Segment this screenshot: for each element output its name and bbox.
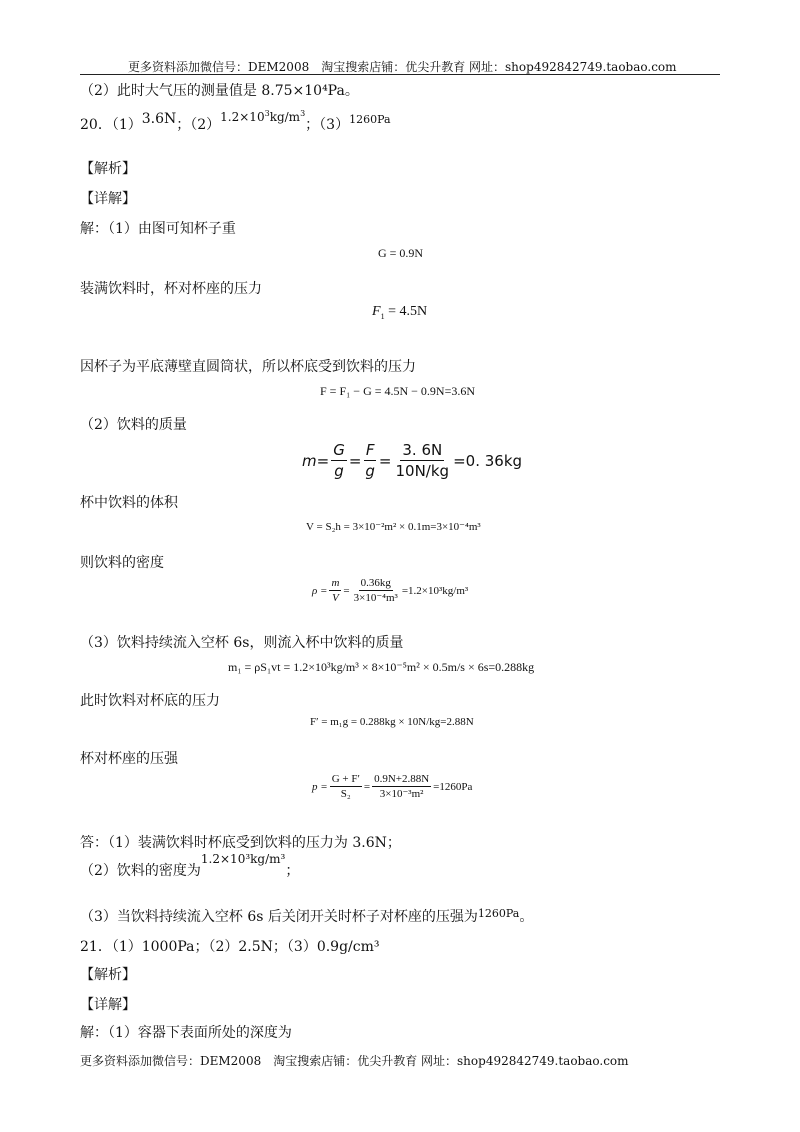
solution-text: 杯对杯座的压强	[80, 751, 178, 767]
equation-force-prime: F′ = m₁g = 0.288kg × 10N/kg=2.88N	[310, 716, 474, 728]
solution-text: 则饮料的密度	[80, 555, 164, 571]
q20-answer-3: 1260Pa	[349, 113, 391, 126]
page-header: 更多资料添加微信号：DEM2008 淘宝搜索店铺：优尖升教育 网址：shop492842749.taobao.com	[128, 60, 677, 74]
equation-mass: m= $\frac{G}{g}$ = $\frac{F}{g}$ = $\frac{3. 6N}{10N/kg}$ =0. 36kg	[302, 441, 523, 480]
header-rule	[80, 74, 720, 75]
detail-heading: 【详解】	[80, 191, 136, 207]
solution-text: 因杯子为平底薄壁直圆筒状，所以杯底受到饮料的压力	[80, 359, 416, 375]
page-footer: 更多资料添加微信号：DEM2008 淘宝搜索店铺：优尖升教育 网址：shop492842749.taobao.com	[80, 1054, 629, 1068]
equation-volume: V = S₂h = 3×10⁻²m² × 0.1m=3×10⁻⁴m³	[306, 521, 481, 533]
equation-density: ρ = $\frac{m}{V}$ = $\frac{0.36kg}{\text{3×10⁻⁴m³}}$ =1.2×10³kg/m³	[312, 577, 469, 604]
solution-text: 装满饮料时，杯对杯座的压力	[80, 281, 262, 297]
solution-text: （2）饮料的质量	[80, 417, 187, 433]
detail-heading: 【详解】	[80, 997, 136, 1013]
solution-text: 解：（1）容器下表面所处的深度为	[80, 1025, 292, 1041]
q20-separator: ；（3）	[305, 117, 350, 133]
analysis-heading: 【解析】	[80, 161, 136, 177]
q20-separator: ；（2）	[176, 117, 221, 133]
q20-answer-2: $1.2\times 10^3kg/m^3$	[220, 109, 306, 124]
solution-text: 杯中饮料的体积	[80, 495, 178, 511]
question-20-answers	[80, 109, 391, 134]
solution-text: 解：（1）由图可知杯子重	[80, 221, 236, 237]
solution-text: 此时饮料对杯底的压力	[80, 693, 220, 709]
answer-line: 答：（1）装满饮料时杯底受到饮料的压力为 3.6N；	[80, 835, 401, 851]
equation-force-bottom: F = F₁ − G = 4.5N − 0.9N=3.6N	[320, 384, 476, 398]
question-21-answers: 21．（1）1000Pa；（2）2.5N；（3）0.9g/cm³	[80, 939, 380, 955]
answer-line: （3）当饮料持续流入空杯 6s 后关闭开关时杯子对杯座的压强为$^{1260Pa}$。	[80, 907, 534, 925]
equation-force-f1: $F_1 = 4.5N$	[372, 304, 428, 321]
q20-answer-1: 3.6N	[141, 111, 177, 127]
answer-line: （2）饮料的密度为1.2×10³kg/m³；	[80, 852, 300, 879]
q20-number: 20．（1）	[80, 117, 142, 133]
solution-text: （3）饮料持续流入空杯 6s，则流入杯中饮料的质量	[80, 635, 404, 651]
analysis-heading: 【解析】	[80, 967, 136, 983]
answer-density-value: 1.2×10³kg/m³	[200, 852, 286, 866]
equation-weight: G = 0.9N	[378, 246, 424, 260]
equation-mass-flow: m₁ = ρS₁vt = 1.2×10³kg/m³ × 8×10⁻⁵m² × 0.5m/s × 6s=0.288kg	[228, 660, 535, 674]
text-line: （2）此时大气压的测量值是 8.75×10⁴Pa。	[80, 83, 359, 99]
answer-pressure-value: 1260Pa	[477, 907, 520, 920]
equation-pressure: p = $\frac{G + F'}{\text{S₂}}$ = $\frac{0.9N+2.88N}{\text{3×10⁻³m²}}$ =1260Pa	[312, 773, 473, 800]
